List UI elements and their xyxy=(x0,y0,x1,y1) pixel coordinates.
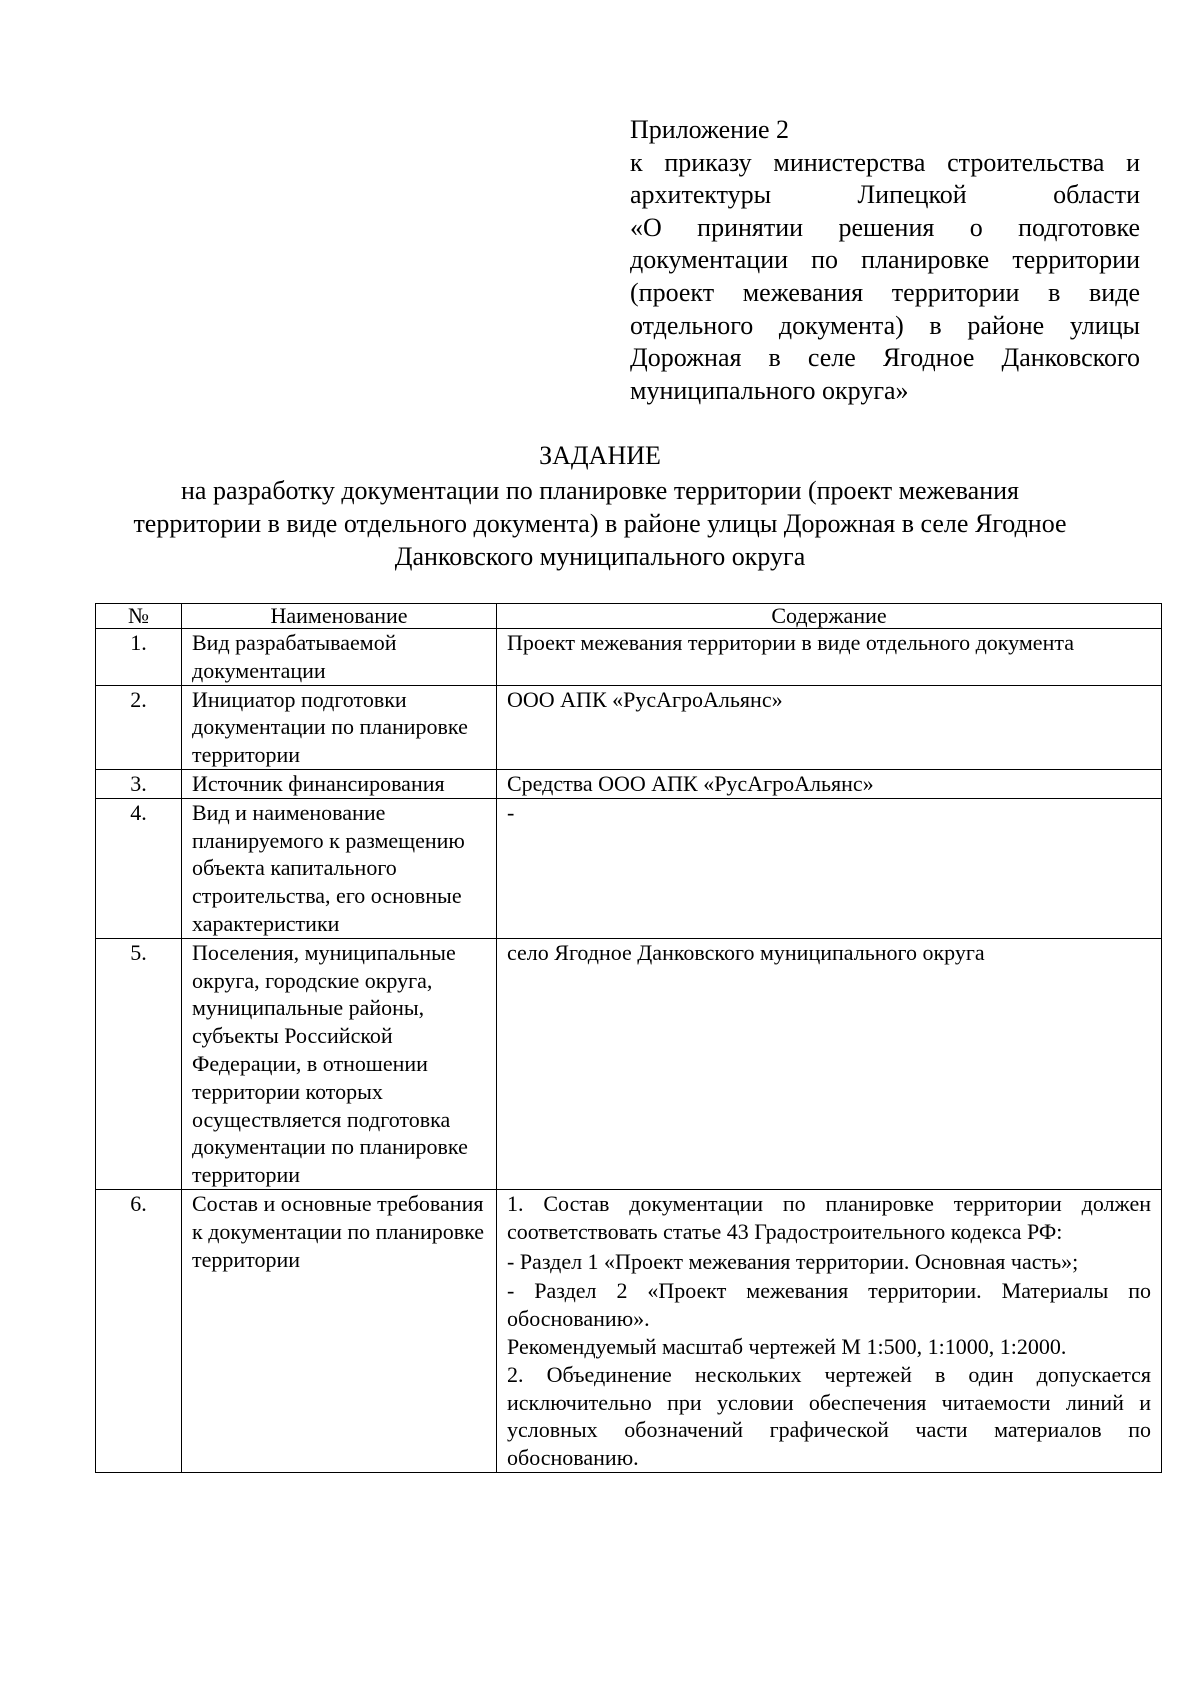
row-name: Поселения, муниципальные округа, городские округа, муниципальные районы, субъекты Российской Федерации, в отношении территории которых осуществляется подготовка документации по планировке территории xyxy=(182,938,497,1189)
appendix-block xyxy=(630,114,1140,407)
row-number: 2. xyxy=(96,685,182,769)
row-number: 5. xyxy=(96,938,182,1189)
content-paragraph: 2. Объединение нескольких чертежей в один допускается исключительно при условии обеспечения читаемости линий и условных обозначений графической части материалов по обоснованию. xyxy=(507,1361,1151,1471)
content-paragraph: - Раздел 1 «Проект межевания территории. Основная часть»; xyxy=(507,1248,1079,1274)
table-header-row xyxy=(96,604,1162,629)
appendix-line: Приложение 2 xyxy=(630,115,790,144)
header-name: Наименование xyxy=(182,604,497,629)
content-paragraph: - Раздел 2 «Проект межевания территории. Материалы по обоснованию». xyxy=(507,1278,1151,1332)
document-subtitle xyxy=(0,474,1200,573)
row-number: 4. xyxy=(96,798,182,938)
row-content xyxy=(497,798,1162,938)
document-title: ЗАДАНИЕ xyxy=(539,441,661,470)
appendix-line: отдельного документа) в районе улицы xyxy=(630,310,1140,340)
appendix-line: «О принятии решения о подготовке xyxy=(630,212,1140,242)
appendix-line: (проект межевания территории в виде xyxy=(630,277,1140,307)
appendix-line: архитектуры Липецкой области xyxy=(630,180,1140,210)
row-content xyxy=(497,769,1162,798)
table-row xyxy=(96,1189,1162,1472)
header-content: Содержание xyxy=(497,604,1162,629)
row-content xyxy=(497,685,1162,769)
content-paragraph: - xyxy=(507,799,515,825)
row-name: Источник финансирования xyxy=(182,769,497,798)
table-row xyxy=(96,685,1162,769)
table-row xyxy=(96,938,1162,1189)
row-number: 6. xyxy=(96,1189,182,1472)
appendix-line: Дорожная в селе Ягодное Данковского xyxy=(630,343,1140,373)
row-name: Состав и основные требования к документации по планировке территории xyxy=(182,1189,497,1472)
row-content xyxy=(497,1189,1162,1472)
subtitle-line: на разработку документации по планировке территории (проект межевания xyxy=(181,476,1019,505)
header-number: № xyxy=(96,604,182,629)
appendix-line: к приказу министерства строительства и xyxy=(630,147,1140,177)
content-paragraph: село Ягодное Данковского муниципального округа xyxy=(507,939,985,965)
content-paragraph: 1. Состав документации по планировке территории должен соответствовать статье 43 Градостроительного кодекса РФ: xyxy=(507,1190,1151,1244)
appendix-line: муниципального округа» xyxy=(630,375,909,405)
table-row xyxy=(96,798,1162,938)
row-content xyxy=(497,629,1162,686)
content-paragraph: ООО АПК «РусАгроАльянс» xyxy=(507,686,783,712)
row-number: 1. xyxy=(96,629,182,686)
table-row xyxy=(96,629,1162,686)
content-paragraph: Рекомендуемый масштаб чертежей М 1:500, 1:1000, 1:2000. xyxy=(507,1333,1067,1359)
task-table xyxy=(95,603,1162,1473)
row-name: Вид разрабатываемой документации xyxy=(182,629,497,686)
appendix-line: документации по планировке территории xyxy=(630,245,1140,275)
row-content xyxy=(497,938,1162,1189)
content-paragraph: Средства ООО АПК «РусАгроАльянс» xyxy=(507,770,874,796)
row-number: 3. xyxy=(96,769,182,798)
content-paragraph: Проект межевания территории в виде отдельного документа xyxy=(507,630,1074,655)
row-name: Инициатор подготовки документации по планировке территории xyxy=(182,685,497,769)
row-name: Вид и наименование планируемого к размещению объекта капитального строительства, его основные характеристики xyxy=(182,798,497,938)
subtitle-line: территории в виде отдельного документа) в районе улицы Дорожная в селе Ягодное xyxy=(133,509,1067,538)
subtitle-line: Данковского муниципального округа xyxy=(394,542,806,571)
table-row xyxy=(96,769,1162,798)
